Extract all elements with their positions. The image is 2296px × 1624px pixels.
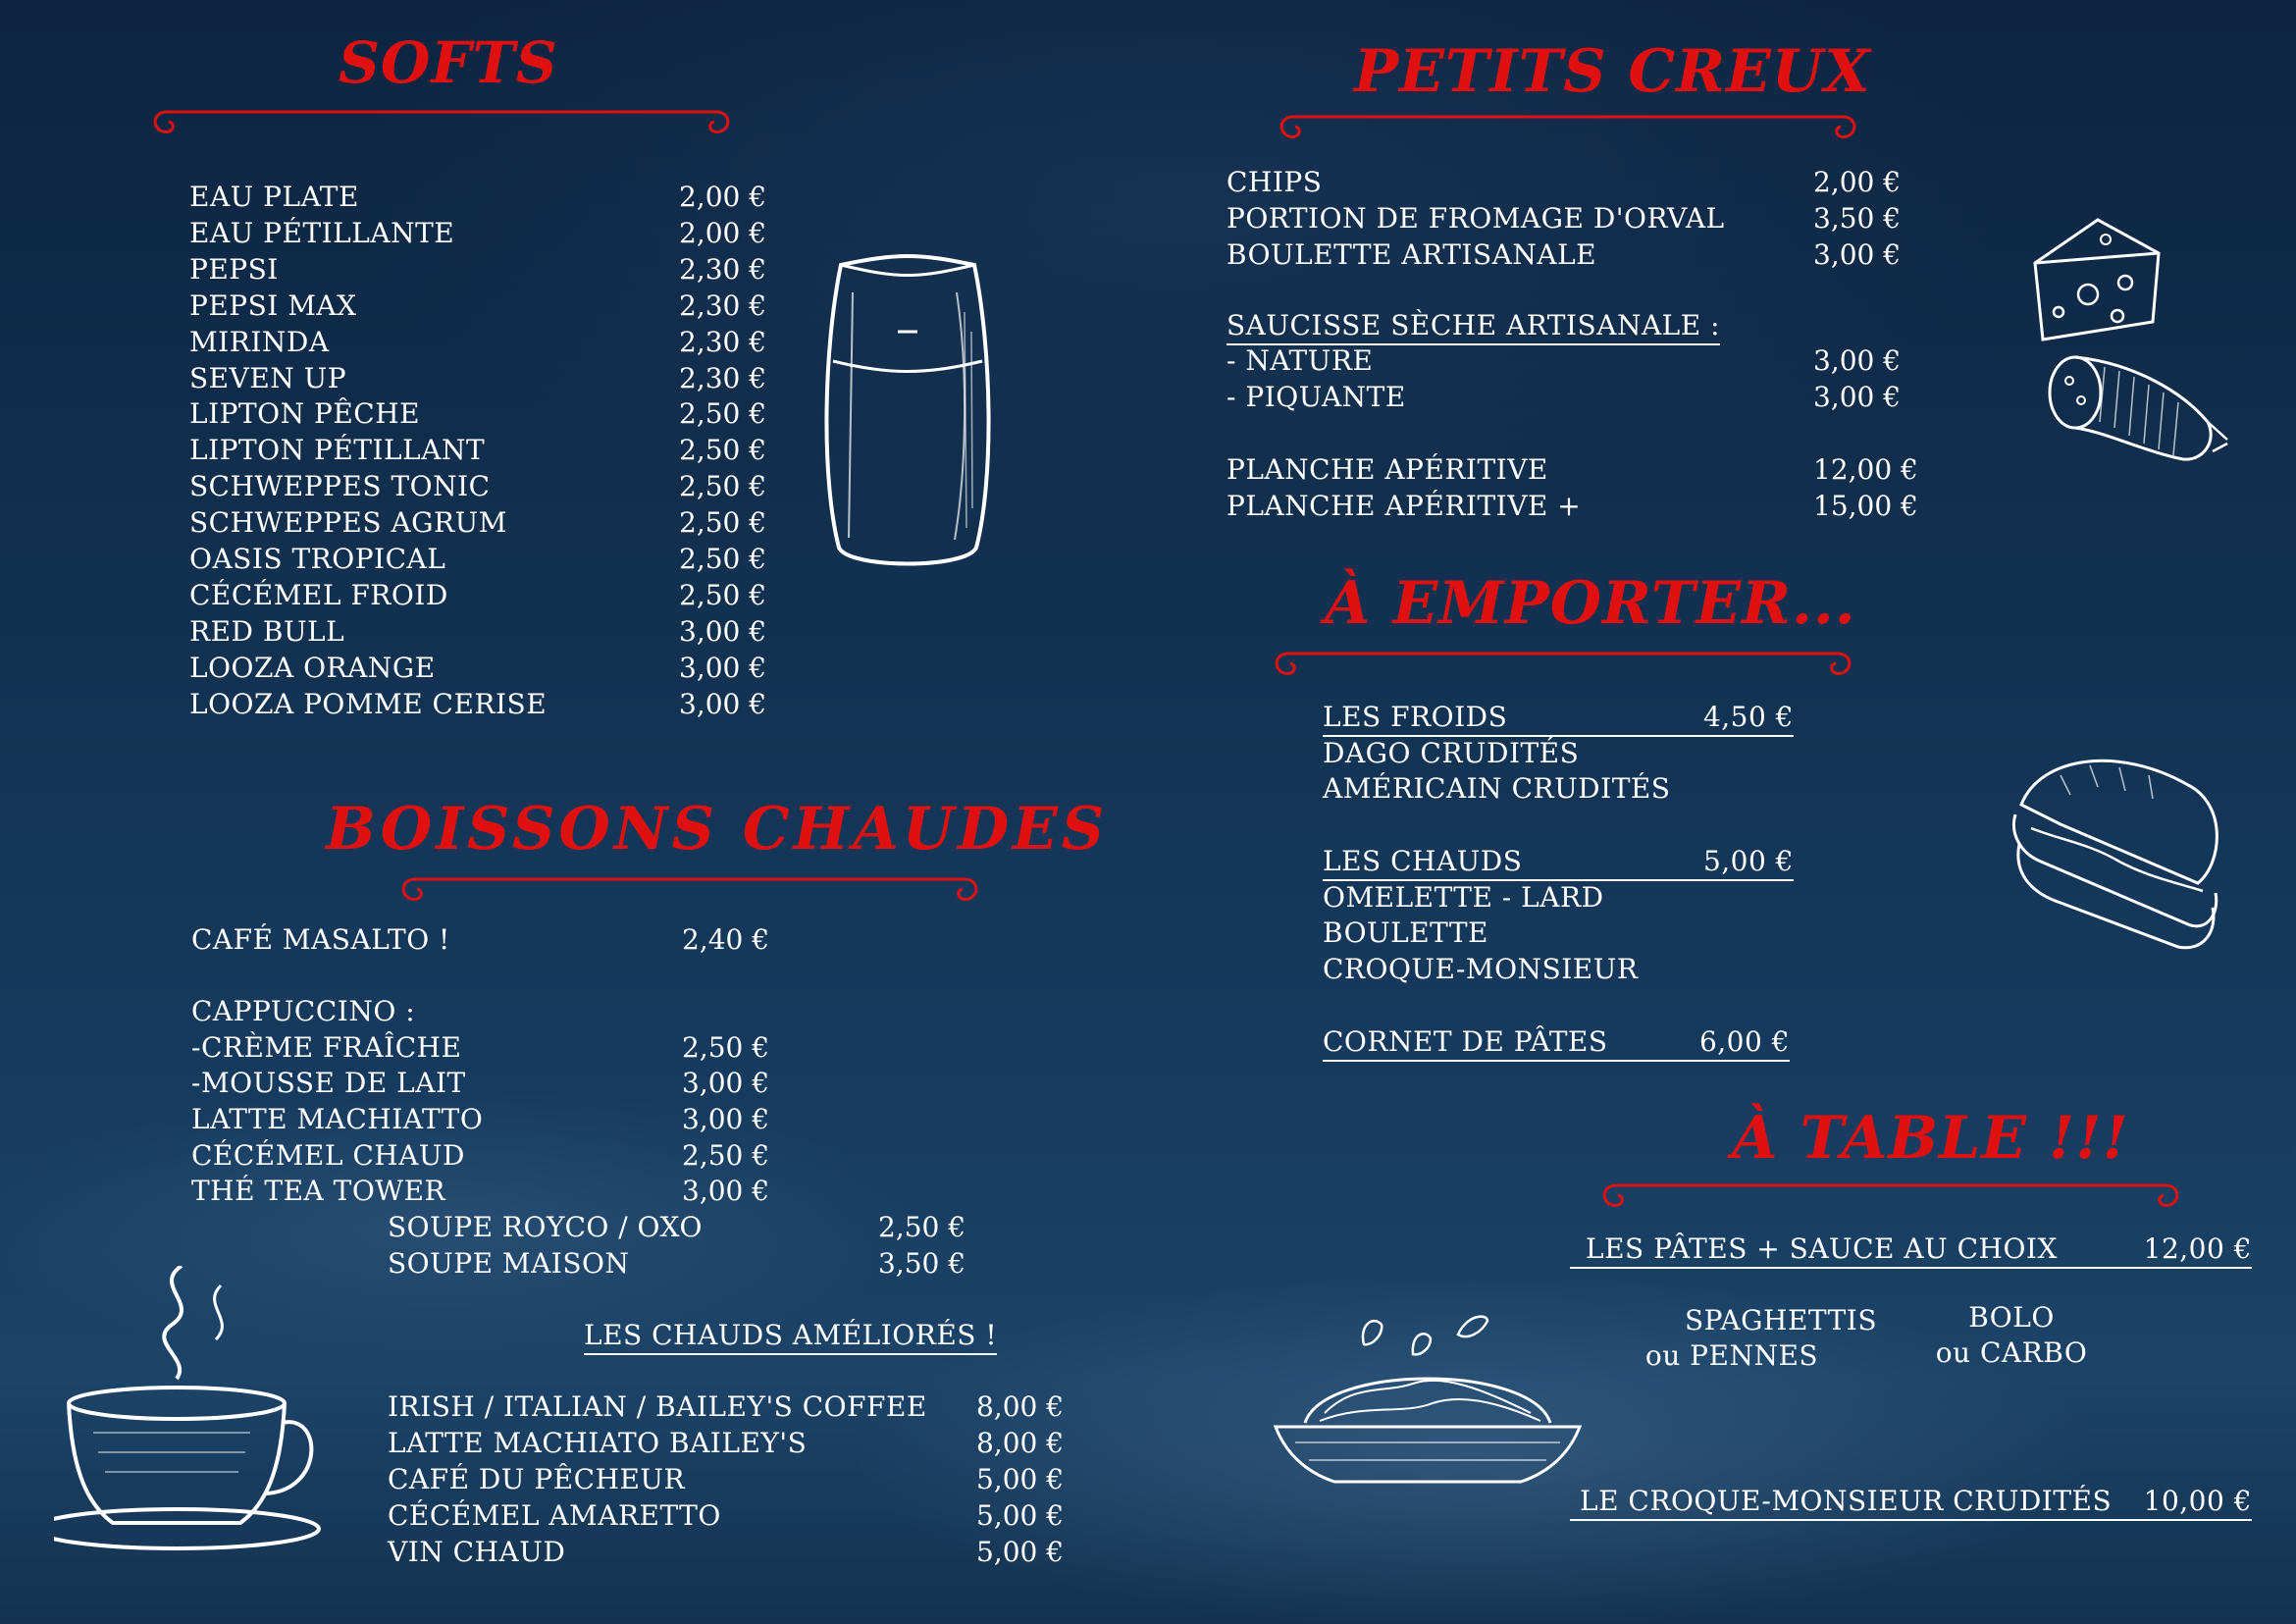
softs-item-name: SCHWEPPES AGRUM: [189, 506, 507, 540]
ameliore-item-name: CAFÉ DU PÊCHEUR: [388, 1463, 686, 1495]
ameliore-item-name: IRISH / ITALIAN / BAILEY'S COFFEE: [388, 1390, 927, 1423]
soupe-item-price: 3,50 €: [878, 1247, 966, 1280]
planche-item-price: 15,00 €: [1813, 490, 1918, 522]
softs-item-name: EAU PLATE: [189, 181, 359, 213]
softs-item-name: PEPSI MAX: [189, 288, 357, 322]
softs-item-price: 2,50 €: [679, 397, 767, 431]
softs-item-price: 2,50 €: [679, 434, 767, 467]
boissons-item-name: LATTE MACHIATTO: [191, 1103, 484, 1135]
boissons-item-price: 3,00 €: [682, 1103, 770, 1135]
saucisse-item-price: 3,00 €: [1813, 344, 1902, 377]
croque-name: LE CROQUE-MONSIEUR CRUDITÉS: [1580, 1485, 2113, 1517]
petits-item-price: 3,50 €: [1813, 202, 1902, 235]
pasta-line-2: ou PENNES: [1644, 1339, 1819, 1372]
pates-option-sauce: [1908, 1300, 2114, 1371]
petits-item-name: PORTION DE FROMAGE D'ORVAL: [1226, 202, 1725, 235]
ornament-divider-icon: [1596, 1179, 2185, 1219]
softs-item-price: 3,00 €: [679, 651, 767, 684]
boissons-title: BOISSONS CHAUDES: [326, 795, 1109, 864]
boissons-item-price: 3,00 €: [682, 1175, 770, 1207]
softs-title: SOFTS: [339, 29, 558, 96]
boissons-item-name: -MOUSSE DE LAIT: [191, 1067, 466, 1099]
softs-item-price: 2,30 €: [679, 288, 767, 322]
softs-item-name: LIPTON PÉTILLANT: [189, 434, 486, 467]
ameliores-title: LES CHAUDS AMÉLIORÉS !: [584, 1318, 997, 1355]
table-title: À TABLE !!!: [1732, 1104, 2129, 1173]
petits-item-price: 2,00 €: [1813, 166, 1902, 198]
pasta-bowl-icon: [1266, 1305, 1590, 1511]
glass-icon: [819, 253, 996, 577]
saucisse-item-name: - PIQUANTE: [1226, 381, 1406, 413]
petits-item-price: 3,00 €: [1813, 238, 1902, 271]
ameliore-item-price: 5,00 €: [976, 1536, 1065, 1568]
softs-item-price: 2,00 €: [679, 216, 767, 249]
boissons-item-name: -CRÈME FRAÎCHE: [191, 1031, 462, 1064]
froids-row: [1323, 700, 1794, 737]
saucisse-item-price: 3,00 €: [1813, 381, 1902, 413]
ameliore-item-price: 8,00 €: [976, 1390, 1065, 1423]
softs-item-name: RED BULL: [189, 614, 345, 648]
froids-name: LES FROIDS: [1323, 701, 1508, 733]
ornament-divider-icon: [395, 873, 984, 913]
pates-row: [1570, 1231, 2252, 1269]
boissons-item-name: THÉ TEA TOWER: [191, 1175, 446, 1207]
coffee-cup-icon: [54, 1266, 329, 1560]
cornet-row: [1323, 1024, 1790, 1062]
softs-item-name: LOOZA ORANGE: [189, 651, 436, 684]
softs-item-name: LOOZA POMME CERISE: [189, 687, 548, 720]
boissons-item-name: CAFÉ MASALTO !: [191, 923, 450, 956]
softs-item-price: 2,50 €: [679, 578, 767, 611]
ornament-divider-icon: [1274, 111, 1862, 150]
boissons-item-name: CAPPUCCINO :: [191, 995, 416, 1027]
saucisse-title: SAUCISSE SÈCHE ARTISANALE :: [1226, 308, 1720, 345]
chauds-item: OMELETTE - LARD: [1323, 881, 1604, 914]
chauds-item: BOULETTE: [1323, 917, 1488, 949]
cheese-icon: [2029, 214, 2166, 341]
softs-item-price: 2,50 €: [679, 543, 767, 575]
softs-item-price: 2,50 €: [679, 506, 767, 540]
sauce-line-2: ou CARBO: [1935, 1336, 2088, 1369]
softs-item-price: 2,00 €: [679, 181, 767, 213]
croque-row: [1570, 1484, 2252, 1521]
chauds-name: LES CHAUDS: [1323, 845, 1523, 877]
cornet-price: 6,00 €: [1698, 1025, 1790, 1058]
emporter-title: À EMPORTER...: [1325, 569, 1856, 638]
boissons-item-price: 3,00 €: [682, 1067, 770, 1099]
softs-item-price: 2,30 €: [679, 252, 767, 286]
softs-item-price: 3,00 €: [679, 687, 767, 720]
petits-item-name: CHIPS: [1226, 166, 1323, 198]
ornament-divider-icon: [1269, 648, 1857, 687]
saucisse-item-name: - NATURE: [1226, 344, 1374, 377]
petits-title: PETITS CREUX: [1354, 37, 1871, 106]
pates-price: 12,00 €: [2143, 1232, 2252, 1265]
softs-item-name: OASIS TROPICAL: [189, 543, 446, 575]
softs-item-name: SEVEN UP: [189, 361, 347, 394]
petits-item-name: BOULETTE ARTISANALE: [1226, 238, 1597, 271]
ornament-divider-icon: [147, 106, 736, 145]
ameliore-item-name: LATTE MACHIATO BAILEY'S: [388, 1427, 808, 1459]
softs-item-price: 2,30 €: [679, 325, 767, 358]
pates-name: LES PÂTES + SAUCE AU CHOIX: [1586, 1232, 2058, 1265]
planche-item-price: 12,00 €: [1813, 453, 1918, 486]
froids-item: DAGO CRUDITÉS: [1323, 737, 1580, 769]
planche-item-name: PLANCHE APÉRITIVE: [1226, 453, 1548, 486]
croque-price: 10,00 €: [2143, 1485, 2252, 1517]
chauds-item: CROQUE-MONSIEUR: [1323, 953, 1639, 985]
boissons-item-name: CÉCÉMEL CHAUD: [191, 1139, 465, 1172]
boissons-item-price: 2,40 €: [682, 923, 770, 956]
sauce-line-1: BOLO: [1968, 1301, 2055, 1334]
softs-item-name: LIPTON PÊCHE: [189, 397, 421, 431]
softs-item-name: PEPSI: [189, 252, 279, 286]
ameliore-item-price: 8,00 €: [976, 1427, 1065, 1459]
softs-item-name: EAU PÉTILLANTE: [189, 216, 455, 249]
sandwich-icon: [2002, 746, 2227, 952]
pates-option-pasta: [1609, 1303, 1904, 1374]
softs-item-name: CÉCÉMEL FROID: [189, 578, 448, 611]
pasta-line-1: SPAGHETTIS: [1684, 1304, 1877, 1336]
ameliore-item-price: 5,00 €: [976, 1463, 1065, 1495]
boissons-item-price: 2,50 €: [682, 1031, 770, 1064]
froids-price: 4,50 €: [1702, 701, 1794, 733]
soupe-item-name: SOUPE MAISON: [388, 1247, 630, 1280]
cornet-name: CORNET DE PÂTES: [1323, 1025, 1608, 1058]
ameliore-item-name: CÉCÉMEL AMARETTO: [388, 1499, 721, 1532]
sausage-icon: [2046, 353, 2232, 471]
softs-item-price: 3,00 €: [679, 614, 767, 648]
softs-item-name: SCHWEPPES TONIC: [189, 470, 491, 503]
planche-item-name: PLANCHE APÉRITIVE +: [1226, 490, 1582, 522]
ameliore-item-price: 5,00 €: [976, 1499, 1065, 1532]
chauds-price: 5,00 €: [1702, 845, 1794, 877]
softs-item-name: MIRINDA: [189, 325, 330, 358]
chauds-row: [1323, 844, 1794, 881]
soupe-item-price: 2,50 €: [878, 1211, 966, 1243]
softs-item-price: 2,30 €: [679, 361, 767, 394]
soupe-item-name: SOUPE ROYCO / OXO: [388, 1211, 703, 1243]
softs-item-price: 2,50 €: [679, 470, 767, 503]
ameliore-item-name: VIN CHAUD: [388, 1536, 566, 1568]
boissons-item-price: 2,50 €: [682, 1139, 770, 1172]
froids-item: AMÉRICAIN CRUDITÉS: [1323, 772, 1671, 805]
